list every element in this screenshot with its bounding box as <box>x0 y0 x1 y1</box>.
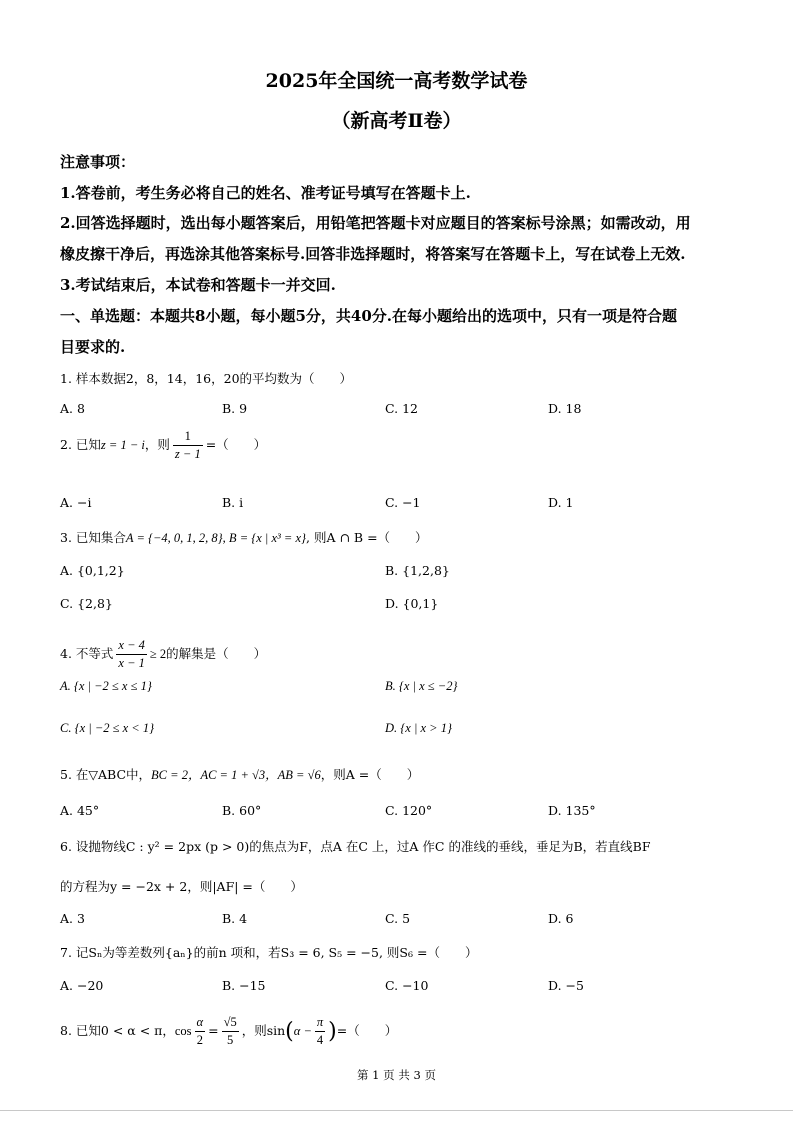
q8-fraction-a <box>195 1014 206 1049</box>
q2-condition: z = 1 − i <box>100 438 145 452</box>
exam-subtitle: （新高考Ⅱ卷） <box>331 110 462 132</box>
section-heading-line1: 一、单选题：本题共8小题，每小题5分，共40分.在每小题给出的选项中，只有一项是符合题 <box>60 307 677 325</box>
note-item-2a: 2.回答选择题时，选出每小题答案后，用铅笔把答题卡对应题目的答案标号涂黑；如需改动，用 <box>60 214 691 232</box>
q2-option-b: B. i <box>222 495 244 510</box>
q4-option-d: D. {x | x > 1} <box>385 721 452 735</box>
q2-option-d: D. 1 <box>548 495 574 510</box>
q7-option-b: B. −15 <box>222 978 266 993</box>
notes-heading: 注意事项： <box>60 153 136 171</box>
q8-frac-b-num: √5 <box>222 1014 239 1032</box>
bottom-divider <box>0 1110 793 1111</box>
note-item-2b: 橡皮擦干净后，再选涂其他答案标号.回答非选择题时，将答案写在答题卡上，写在试卷上无效. <box>60 245 686 263</box>
q4-option-b: B. {x | x ≤ −2} <box>385 679 458 693</box>
q3-option-b: B. {1,2,8} <box>385 563 450 578</box>
question-3 <box>60 528 428 546</box>
q2-mid: ，则 <box>144 437 170 452</box>
q5-condition: BC = 2，AC = 1 + √3，AB = √6 <box>151 768 321 782</box>
q6-option-d: D. 6 <box>548 911 574 926</box>
q1-option-b: B. 9 <box>222 401 248 416</box>
question-4 <box>60 637 266 672</box>
q4-suffix: 的解集是（ ） <box>166 646 267 661</box>
q2-frac-den: z − 1 <box>174 447 201 461</box>
note-item-1: 1.答卷前，考生务必将自己的姓名、准考证号填写在答题卡上. <box>60 184 471 202</box>
q2-option-a: A. −i <box>60 495 92 510</box>
q8-frac-c-num: π <box>315 1014 325 1032</box>
question-7-text: 7. 记Sₙ为等差数列{aₙ}的前n 项和，若S₃ = 6, S₅ = −5, 则S₆ =（ ） <box>60 945 478 960</box>
q7-option-a: A. −20 <box>60 978 104 993</box>
question-1-text: 1. 样本数据2，8，14，16，20的平均数为（ ） <box>60 371 353 386</box>
q8-alpha-minus: α − <box>293 1024 312 1038</box>
q3-suffix: , 则A ∩ B =（ ） <box>306 530 428 545</box>
q8-frac-c-den: 4 <box>316 1033 324 1047</box>
q2-frac-num: 1 <box>173 428 203 446</box>
q2-option-c: C. −1 <box>385 495 421 510</box>
q3-option-c: C. {2,8} <box>60 596 113 611</box>
section-heading-line2: 目要求的. <box>60 338 126 356</box>
q8-frac-a-num: α <box>195 1014 206 1032</box>
q8-fraction-b <box>222 1014 239 1049</box>
q1-option-d: D. 18 <box>548 401 582 416</box>
q6-option-b: B. 4 <box>222 911 248 926</box>
q8-frac-b-den: 5 <box>227 1033 234 1047</box>
exam-title: 2025年全国统一高考数学试卷 <box>265 70 528 92</box>
question-2 <box>60 428 266 463</box>
q8-prefix: 8. 已知0 < α < π， <box>60 1023 175 1038</box>
q4-frac-den: x − 1 <box>118 656 145 670</box>
question-8: 8. 已知0 < α < π，cos $\frac{\alpha}{2}$ = $\frac{√5}{5}$ ，则sin(α − $\frac{\pi}{4}$ )=（ ） <box>60 1015 398 1047</box>
q5-prefix: 5. 在▽ABC中， <box>60 767 152 782</box>
q3-option-d: D. {0,1} <box>385 596 439 611</box>
question-6-line1: 6. 设抛物线C : y² = 2px (p > 0)的焦点为F，点A 在C 上，过A 作C 的准线的垂线，垂足为B，若直线BF <box>60 839 651 854</box>
q4-option-a: A. {x | −2 ≤ x ≤ 1} <box>60 679 152 693</box>
page-footer: 第 1 页 共 3 页 <box>357 1068 436 1082</box>
q3-option-a: A. {0,1,2} <box>60 563 125 578</box>
q4-condition: ≥ 2 <box>149 647 167 661</box>
q2-suffix: =（ ） <box>205 437 267 452</box>
q5-option-c: C. 120° <box>385 803 433 818</box>
q8-eq: = <box>208 1023 219 1038</box>
q4-fraction <box>116 637 146 672</box>
q4-option-c: C. {x | −2 ≤ x < 1} <box>60 721 155 735</box>
q2-prefix: 2. 已知 <box>60 437 101 452</box>
q4-prefix: 4. 不等式 <box>60 646 114 661</box>
q3-condition: A = {−4, 0, 1, 2, 8}, B = {x | x³ = x} <box>125 531 307 545</box>
question-6-line2: 的方程为y = −2x + 2，则|AF| =（ ） <box>60 879 303 894</box>
q1-option-c: C. 12 <box>385 401 418 416</box>
q3-prefix: 3. 已知集合 <box>60 530 126 545</box>
q6-option-a: A. 3 <box>60 911 85 926</box>
q8-frac-a-den: 2 <box>196 1033 203 1047</box>
q5-option-a: A. 45° <box>60 803 100 818</box>
q4-frac-num: x − 4 <box>116 637 146 655</box>
q5-option-d: D. 135° <box>548 803 596 818</box>
q7-option-c: C. −10 <box>385 978 429 993</box>
q7-option-d: D. −5 <box>548 978 584 993</box>
q5-suffix: ，则A =（ ） <box>320 767 420 782</box>
q6-option-c: C. 5 <box>385 911 411 926</box>
q2-fraction <box>173 428 203 463</box>
q5-option-b: B. 60° <box>222 803 262 818</box>
q8-fraction-c <box>315 1014 325 1049</box>
q8-cos: cos <box>174 1024 192 1038</box>
q8-suffix: =（ ） <box>336 1023 398 1038</box>
q1-option-a: A. 8 <box>60 401 85 416</box>
q8-then: ，则sin <box>241 1023 286 1038</box>
note-item-3: 3.考试结束后，本试卷和答题卡一并交回. <box>60 276 336 294</box>
question-5 <box>60 765 419 783</box>
